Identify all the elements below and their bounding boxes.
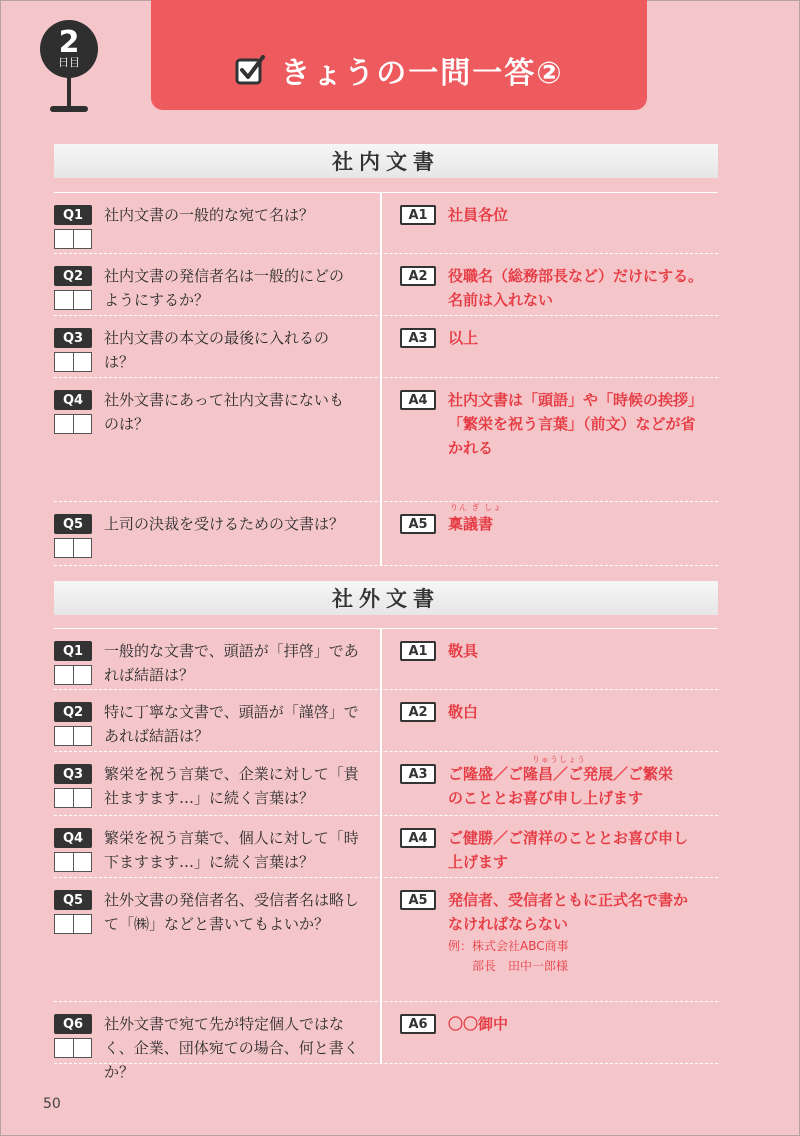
checkbox-checked-icon [234,54,266,86]
review-checkbox[interactable] [54,538,92,558]
qa-row [54,254,718,316]
answer-text: 敬白 [448,703,479,721]
answer-cell [384,193,718,253]
question-cell [54,254,380,315]
review-checkbox[interactable] [54,1038,92,1058]
review-checkbox[interactable] [54,788,92,808]
day-circle [40,20,98,78]
question-text: 社内文書の本文の最後に入れるの は？ [104,329,330,371]
answer-cell [384,1002,718,1063]
review-checkbox[interactable] [54,352,92,372]
question-text: 社外文書にあって社内文書にないも のは？ [104,391,344,433]
answer-badge: A1 [400,641,436,661]
question-text: 社外文書の発信者名、受信者名は略し て「㈱」などと書いてもよいか？ [104,891,360,933]
question-badge: Q3 [54,328,92,348]
furigana: りん ぎ しょ [450,503,503,512]
answer-badge: A2 [400,702,436,722]
page-title: きょうの一問一答② [280,56,564,91]
answer-cell [384,629,718,689]
answer-text: 発信者、受信者ともに正式名で書か なければならない [448,891,689,933]
answer-badge: A5 [400,514,436,534]
question-text: 特に丁寧な文書で、頭語が「謹啓」で あれば結語は？ [104,703,359,745]
question-cell [54,193,380,253]
day-badge [40,20,98,114]
day-badge-base [50,106,88,112]
answer-badge: A5 [400,890,436,910]
answer-cell [384,378,718,501]
question-cell [54,378,380,501]
qa-row [54,752,718,816]
qa-row [54,690,718,752]
question-badge: Q5 [54,514,92,534]
question-cell [54,316,380,377]
answer-text: ご隆盛／ご隆昌／ご発展／ご繁栄 のこととお喜び申し上げます [448,765,674,807]
qa-row [54,316,718,378]
question-text: 社内文書の一般的な宛て名は？ [104,206,315,224]
question-badge: Q2 [54,702,92,722]
page-number: 50 [43,1096,61,1112]
qa-row [54,192,718,254]
day-badge-stem [67,76,71,106]
review-checkbox[interactable] [54,914,92,934]
answer-badge: A2 [400,266,436,286]
qa-row [54,502,718,566]
question-badge: Q1 [54,205,92,225]
answer-cell [384,816,718,877]
question-badge: Q1 [54,641,92,661]
question-cell [54,690,380,751]
answer-badge: A1 [400,205,436,225]
day-label: 日目 [58,56,80,69]
question-cell [54,752,380,815]
answer-cell [384,502,718,565]
answer-text: 社内文書は「頭語」や「時候の挨拶」 「繁栄を祝う言葉」（前文）などが省 かれる [448,391,704,457]
question-cell [54,878,380,1001]
question-text: 社内文書の発信者名は一般的にどの ようにするか？ [104,267,345,309]
title-banner [151,0,647,110]
question-badge: Q4 [54,828,92,848]
question-text: 繁栄を祝う言葉で、個人に対して「時 下ますます…」に続く言葉は？ [104,829,359,871]
question-badge: Q6 [54,1014,92,1034]
section-heading-internal: 社内文書 [54,144,718,178]
question-badge: Q3 [54,764,92,784]
answer-badge: A4 [400,828,436,848]
question-cell [54,629,380,689]
question-cell [54,1002,380,1081]
answer-text: 役職名（総務部長など）だけにする。 名前は入れない [448,267,704,309]
answer-text: 敬具 [448,642,479,660]
review-checkbox[interactable] [54,414,92,434]
qa-row [54,378,718,502]
answer-badge: A3 [400,764,436,784]
answer-text: ご健勝／ご清祥のこととお喜び申し 上げます [448,829,689,871]
answer-cell [384,316,718,377]
answer-badge: A4 [400,390,436,410]
review-checkbox[interactable] [54,726,92,746]
answer-text: 以上 [448,329,479,347]
answer-cell [384,878,718,1001]
answer-cell [384,254,718,315]
review-checkbox[interactable] [54,229,92,249]
question-text: 社外文書で宛て先が特定個人ではな く、企業、団体宛ての場合、何と書くか？ [104,1015,359,1081]
question-badge: Q2 [54,266,92,286]
question-badge: Q4 [54,390,92,410]
qa-row [54,816,718,878]
qa-row [54,1002,718,1081]
answer-cell [384,690,718,751]
answer-cell [384,752,718,815]
question-cell [54,816,380,877]
review-checkbox[interactable] [54,665,92,685]
qa-row [54,878,718,1002]
answer-text: 社員各位 [448,206,509,224]
question-text: 繁栄を祝う言葉で、企業に対して「貴 社ますます…」に続く言葉は？ [104,765,359,807]
qa-row [54,628,718,690]
question-text: 一般的な文書で、頭語が「拝啓」であ れば結語は？ [104,642,359,684]
answer-text: 稟議書 [448,515,494,533]
answer-badge: A3 [400,328,436,348]
question-text: 上司の決裁を受けるための文書は？ [104,515,345,533]
answer-text: 〇〇御中 [448,1015,509,1033]
day-number: 2 [58,25,80,60]
review-checkbox[interactable] [54,290,92,310]
answer-example-note: 例：株式会社ABC商事 部長 田中一郎様 [448,939,569,973]
answer-badge: A6 [400,1014,436,1034]
section-heading-external: 社外文書 [54,581,718,615]
question-badge: Q5 [54,890,92,910]
review-checkbox[interactable] [54,852,92,872]
furigana: りゅうしょう [532,755,586,764]
question-cell [54,502,380,565]
